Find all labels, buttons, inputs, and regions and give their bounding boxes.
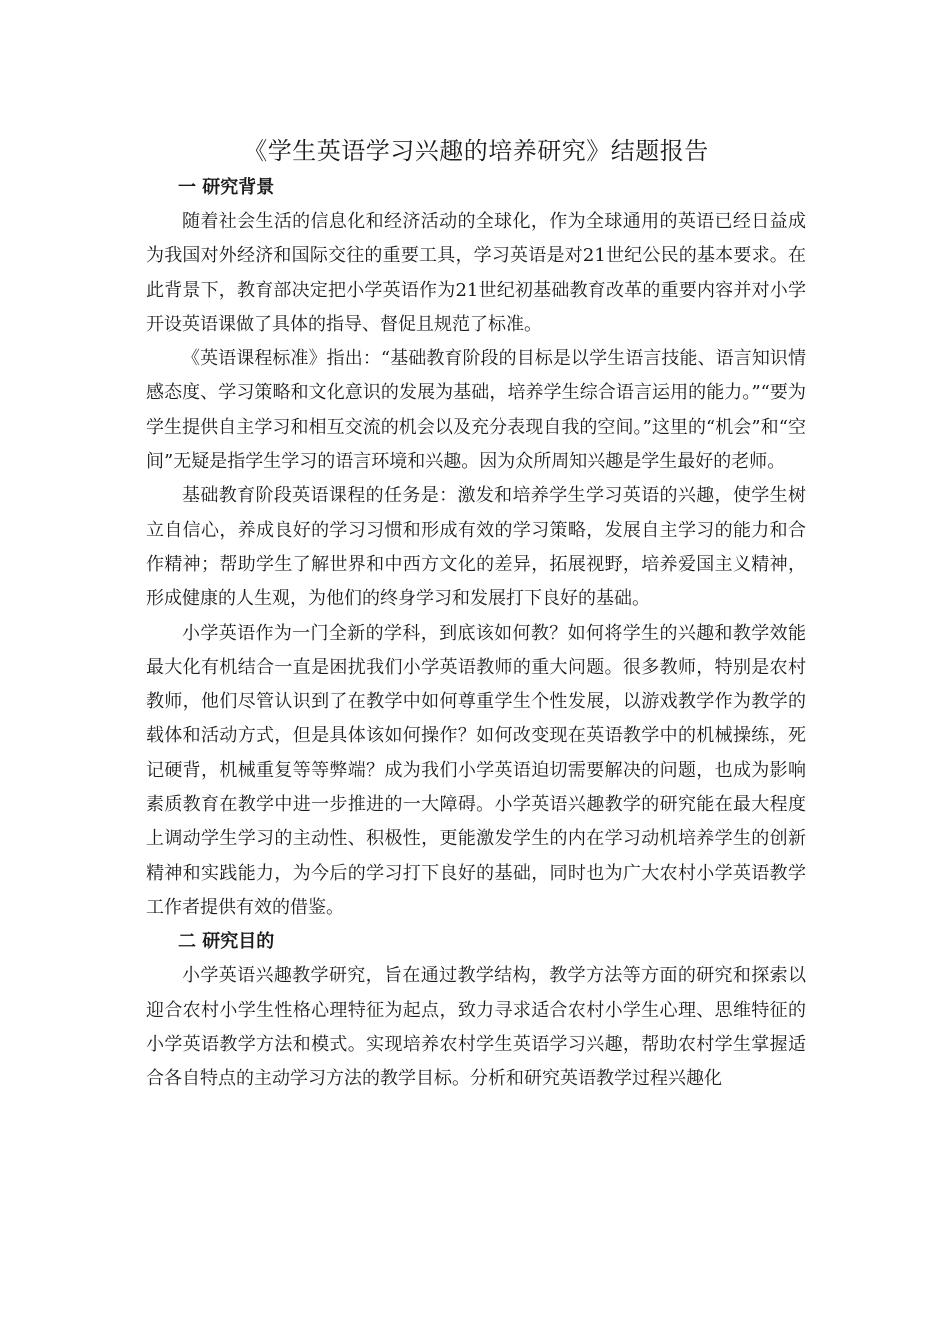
paragraph: 小学英语兴趣教学研究，旨在通过教学结构，教学方法等方面的研究和探索以迎合农村小学生性格心理特征为起点，致力寻求适合农村小学生心理、思维特征的小学英语教学方法和模式。实现培养农村学生英语学习兴趣，帮助农村学生掌握适合各自特点的主动学习方法的教学目标。分析和研究英语教学过程兴趣化 bbox=[146, 965, 806, 1090]
paragraph: 小学英语作为一门全新的学科，到底该如何教？如何将学生的兴趣和教学效能最大化有机结合一直是困扰我们小学英语教师的重大问题。很多教师，特别是农村教师，他们尽管认识到了在教学中如何尊重学生个性发展，以游戏教学作为教学的载体和活动方式，但是具体该如何操作？如何改变现在英语教学中的机械操练，死记硬背，机械重复等等弊端？成为我们小学英语迫切需要解决的问题，也成为影响素质教育在教学中进一步推进的一大障碍。小学英语兴趣教学的研究能在最大程度上调动学生学习的主动性、积极性，更能激发学生的内在学习动机培养学生的创新精神和实践能力，为今后的学习打下良好的基础，同时也为广大农村小学英语教学工作者提供有效的借鉴。 bbox=[146, 622, 806, 918]
paragraph: 随着社会生活的信息化和经济活动的全球化，作为全球通用的英语已经日益成为我国对外经济和国际交往的重要工具，学习英语是对21世纪公民的基本要求。在此背景下，教育部决定把小学英语作为21世纪初基础教育改革的重要内容并对小学开设英语课做了具体的指导、督促且规范了标准。 bbox=[146, 211, 806, 335]
document-page bbox=[146, 131, 806, 1096]
document-title: 《学生英语学习兴趣的培养研究》结题报告 bbox=[243, 137, 709, 165]
section-heading: 一 研究背景 bbox=[178, 177, 275, 198]
section-heading: 二 研究目的 bbox=[178, 931, 275, 953]
section-research-purpose bbox=[146, 925, 806, 1096]
paragraph: 基础教育阶段英语课程的任务是：激发和培养学生学习英语的兴趣，使学生树立自信心，养成良好的学习习惯和形成有效的学习策略，发展自主学习的能力和合作精神；帮助学生了解世界和中西方文化的差异，拓展视野，培养爱国主义精神，形成健康的人生观，为他们的终身学习和发展打下良好的基础。 bbox=[146, 485, 806, 610]
paragraph: 《英语课程标准》指出：“基础教育阶段的目标是以学生语言技能、语言知识情感态度、学习策略和文化意识的发展为基础，培养学生综合语言运用的能力。”“要为学生提供自主学习和相互交流的机会以及充分表现自我的空间。”这里的“机会”和“空间”无疑是指学生学习的语言环境和兴趣。因为众所周知兴趣是学生最好的老师。 bbox=[146, 348, 806, 473]
section-research-background bbox=[146, 171, 806, 925]
